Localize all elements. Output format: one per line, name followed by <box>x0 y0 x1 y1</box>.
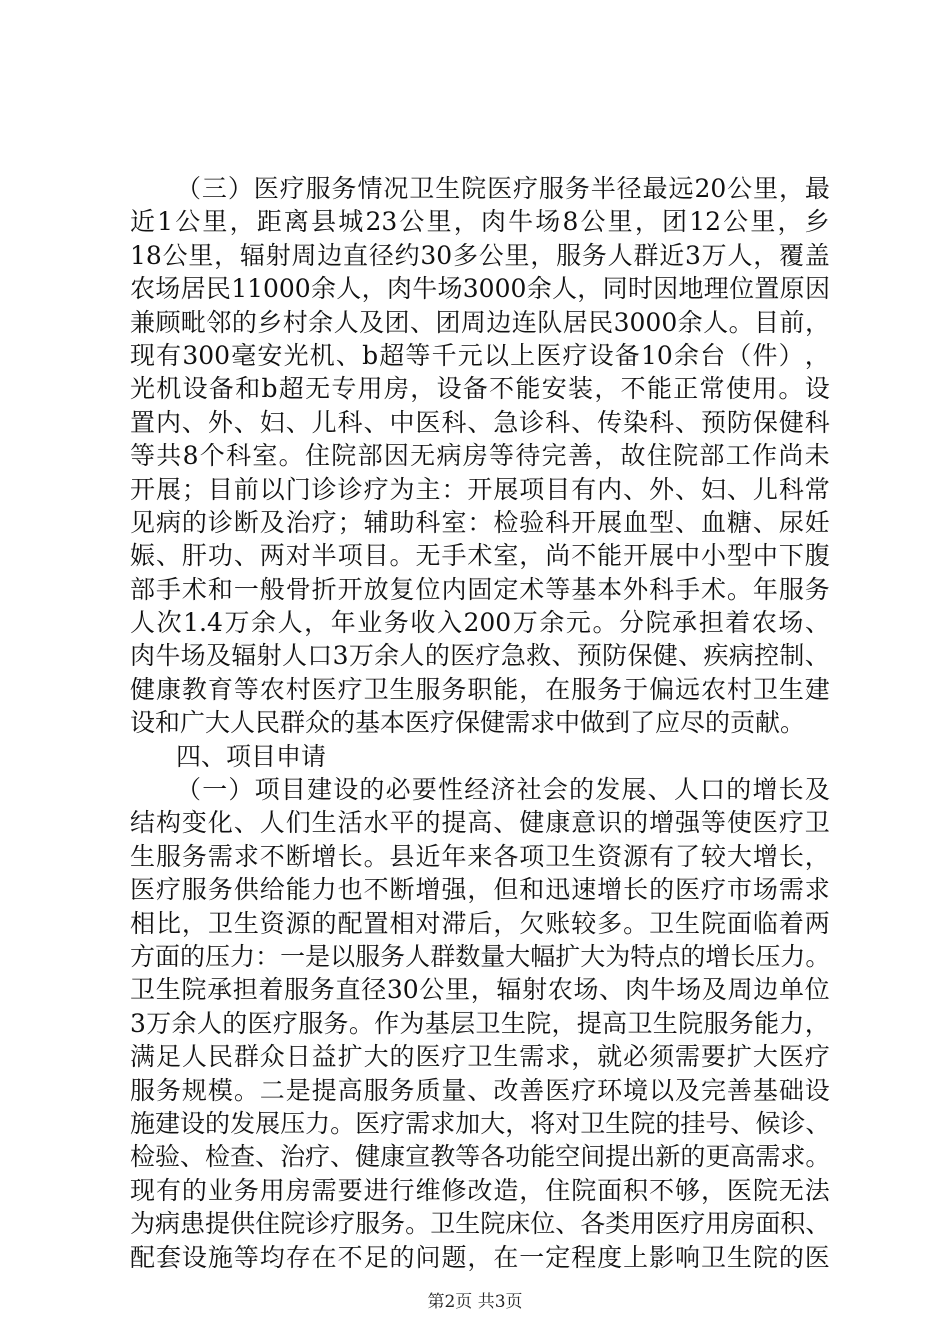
text-line: 现 有 的 业 务 用 房 需 要 进 行 维 修 改 造 ， 住 院 面 积 不 够 ， 医 院 无 法 <box>130 1175 830 1205</box>
text-line: 18 公 里 ， 辐 射 周 边 直 径 约 30 多 公 里 ， 服 务 人 群 近 3 万 人 ， 覆 盖 <box>130 240 830 270</box>
text-line: 相 比 ， 卫 生 资 源 的 配 置 相 对 滞 后 ， 欠 账 较 多 。 卫 生 院 面 临 着 两 <box>130 908 830 938</box>
text-line: 置 内 、 外 、 妇 、 儿 科 、 中 医 科 、 急 诊 科 、 传 染 科 、 预 防 保 健 科 <box>130 407 830 437</box>
text-line: 娠 、 肝 功 、 两 对 半 项 目 。 无 手 术 室 ， 尚 不 能 开 展 中 小 型 中 下 腹 <box>130 541 830 571</box>
text-line: 光 机 设 备 和 b 超 无 专 用 房 ， 设 备 不 能 安 装 ， 不 能 正 常 使 用 。 设 <box>130 374 830 404</box>
text-line: 等 共 8 个 科 室 。 住 院 部 因 无 病 房 等 待 完 善 ， 故 住 院 部 工 作 尚 未 <box>130 441 830 471</box>
text-line: 为 病 患 提 供 住 院 诊 疗 服 务 。 卫 生 院 床 位 、 各 类 用 医 疗 用 房 面 积 、 <box>130 1209 831 1239</box>
text-line: 人 次 1.4 万 余 人 ， 年 业 务 收 入 200 万 余 元 。 分 院 承 担 着 农 场 、 <box>130 608 830 638</box>
text-line: 设和广大人民群众的基本医疗保健需求中做到了应尽的贡献。 <box>130 708 806 738</box>
text-line: 兼 顾 毗 邻 的 乡 村 余 人 及 团 、 团 周 边 连 队 居 民 3000 余 人 。 目 前 ， <box>130 307 830 337</box>
text-line: 结 构 变 化 、 人 们 生 活 水 平 的 提 高 、 健 康 意 识 的 增 强 等 使 医 疗 卫 <box>130 808 830 838</box>
page-number-footer: 第2页 共3页 <box>427 1292 523 1312</box>
text-line: 肉 牛 场 及 辐 射 人 口 3 万 余 人 的 医 疗 急 救 、 预 防 保 健 、 疾 病 控 制 、 <box>130 641 830 671</box>
text-line: （ 一 ） 项 目 建 设 的 必 要 性 经 济 社 会 的 发 展 、 人 口 的 增 长 及 <box>176 775 830 805</box>
text-line: 检 验 、 检 查 、 治 疗 、 健 康 宣 教 等 各 功 能 空 间 提 出 新 的 更 高 需 求 。 <box>130 1142 831 1172</box>
text-line: 现 有 300 毫 安 光 机 、 b 超 等 千 元 以 上 医 疗 设 备 10 余 台 （ 件 ） ， <box>130 340 830 370</box>
text-line: 3 万 余 人 的 医 疗 服 务 。 作 为 基 层 卫 生 院 ， 提 高 卫 生 院 服 务 能 力 ， <box>130 1008 830 1038</box>
text-line: 四、项目申请 <box>176 741 327 771</box>
text-line: 部 手 术 和 一 般 骨 折 开 放 复 位 内 固 定 术 等 基 本 外 科 手 术 。 年 服 务 <box>130 574 830 604</box>
text-line: 满 足 人 民 群 众 日 益 扩 大 的 医 疗 卫 生 需 求 ， 就 必 须 需 要 扩 大 医 疗 <box>130 1042 830 1072</box>
text-line: 配 套 设 施 等 均 存 在 不 足 的 问 题 ， 在 一 定 程 度 上 影 响 卫 生 院 的 医 <box>130 1242 830 1272</box>
text-line: 开 展 ； 目 前 以 门 诊 诊 疗 为 主 ： 开 展 项 目 有 内 、 外 、 妇 、 儿 科 常 <box>130 474 830 504</box>
text-line: 见 病 的 诊 断 及 治 疗 ； 辅 助 科 室 ： 检 验 科 开 展 血 型 、 血 糖 、 尿 妊 <box>130 507 830 537</box>
text-line: 医 疗 服 务 供 给 能 力 也 不 断 增 强 ， 但 和 迅 速 增 长 的 医 疗 市 场 需 求 <box>130 875 830 905</box>
text-line: （ 三 ） 医 疗 服 务 情 况 卫 生 院 医 疗 服 务 半 径 最 远 20 公 里 ， 最 <box>176 174 830 203</box>
document-body <box>130 172 830 1274</box>
text-line: 生 服 务 需 求 不 断 增 长 。 县 近 年 来 各 项 卫 生 资 源 有 了 较 大 增 长 ， <box>130 841 830 871</box>
text-line: 卫 生 院 承 担 着 服 务 直 径 30 公 里 ， 辐 射 农 场 、 肉 牛 场 及 周 边 单 位 <box>130 975 830 1005</box>
text-line: 近 1 公 里 ， 距 离 县 城 23 公 里 ， 肉 牛 场 8 公 里 ， 团 12 公 里 ， 乡 <box>130 207 830 237</box>
text-line: 方 面 的 压 力 ： 一 是 以 服 务 人 群 数 量 大 幅 扩 大 为 特 点 的 增 长 压 力 。 <box>130 941 831 971</box>
text-line: 服 务 规 模 。 二 是 提 高 服 务 质 量 、 改 善 医 疗 环 境 以 及 完 善 基 础 设 <box>130 1075 830 1105</box>
text-line: 农 场 居 民 11000 余 人 ， 肉 牛 场 3000 余 人 ， 同 时 因 地 理 位 置 原 因 <box>130 274 830 304</box>
text-line: 施 建 设 的 发 展 压 力 。 医 疗 需 求 加 大 ， 将 对 卫 生 院 的 挂 号 、 候 诊 、 <box>130 1108 831 1138</box>
text-line: 健 康 教 育 等 农 村 医 疗 卫 生 服 务 职 能 ， 在 服 务 于 偏 远 农 村 卫 生 建 <box>130 674 830 704</box>
